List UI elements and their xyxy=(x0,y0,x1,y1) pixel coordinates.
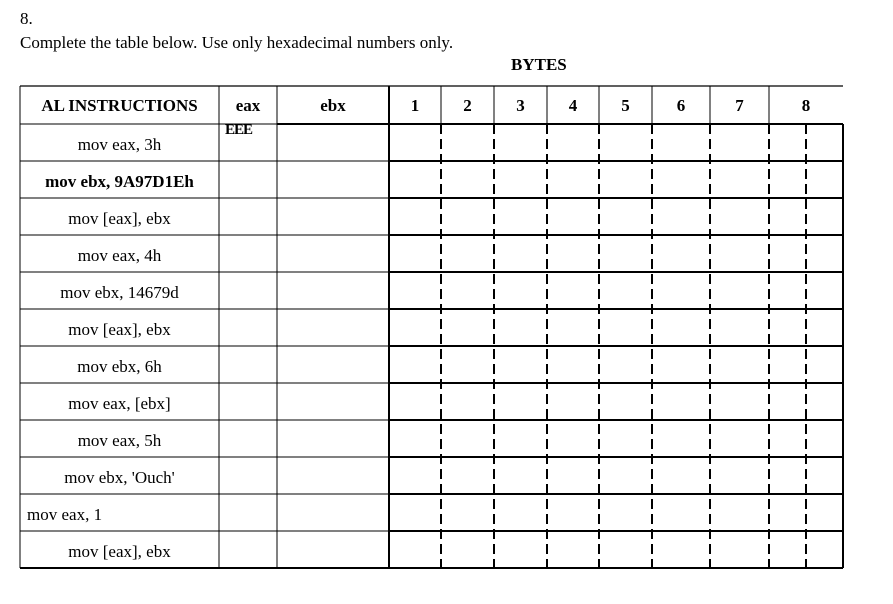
bytes-group-header: BYTES xyxy=(511,55,567,74)
instruction-cell: mov eax, 5h xyxy=(77,430,162,450)
header-byte-3: 3 xyxy=(516,96,525,115)
question-instruction: Complete the table below. Use only hexadecimal numbers only. xyxy=(20,33,454,52)
instruction-cell: mov eax, [ebx] xyxy=(68,393,171,413)
instruction-cell: mov eax, 3h xyxy=(77,134,162,154)
instruction-cell: mov ebx, 9A97D1Eh xyxy=(45,171,194,191)
header-byte-8: 8 xyxy=(801,96,811,115)
eax-overlay-text: EEE xyxy=(225,122,253,138)
instruction-cell: mov eax, 1 xyxy=(27,504,103,524)
question-number: 8. xyxy=(20,9,33,28)
instruction-cell: mov [eax], ebx xyxy=(68,541,171,561)
instruction-cell: mov [eax], ebx xyxy=(68,208,171,228)
header-instructions: AL INSTRUCTIONS xyxy=(41,96,198,115)
header-byte-2: 2 xyxy=(463,96,472,115)
header-byte-4: 4 xyxy=(568,96,578,115)
instruction-cell: mov eax, 4h xyxy=(77,245,162,265)
header-eax: eax xyxy=(235,96,261,115)
header-byte-7: 7 xyxy=(735,96,744,115)
instruction-cell: mov ebx, 6h xyxy=(77,356,162,376)
instruction-cell: mov ebx, 14679d xyxy=(60,282,179,302)
instruction-cell: mov [eax], ebx xyxy=(68,319,171,339)
instruction-cell: mov ebx, 'Ouch' xyxy=(64,467,175,487)
header-byte-5: 5 xyxy=(621,96,630,115)
header-byte-6: 6 xyxy=(676,96,686,115)
header-byte-1: 1 xyxy=(410,96,420,115)
header-ebx: ebx xyxy=(320,96,346,115)
